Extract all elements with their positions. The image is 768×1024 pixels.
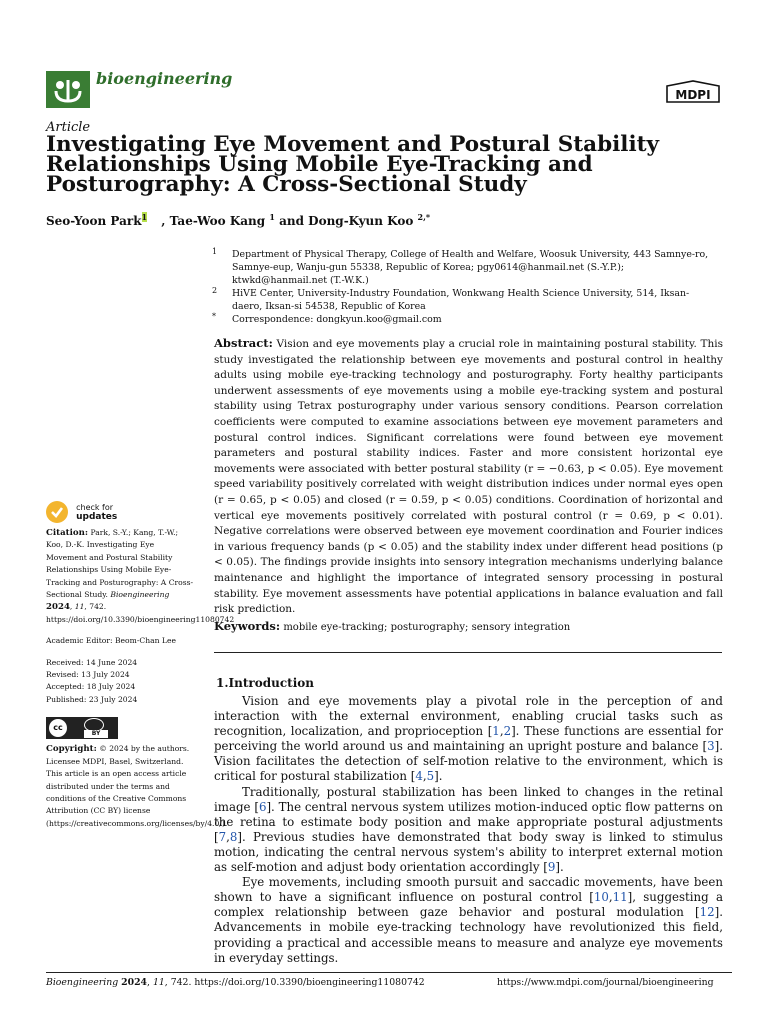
academic-editor: Academic Editor: Beom-Chan Lee: [46, 636, 176, 646]
affiliation-item: 1 Department of Physical Therapy, College of Health and Welfare, Woosuk University, 443 Samnye-ro, Samnye-eup, Wanju-gun 55338, Republic of Korea; pgy0614@hanmail.net (S.-Y.P.); ktwkd@hanmail.net (T.-W.K.): [212, 247, 709, 286]
check-for-updates-button[interactable]: [46, 501, 196, 525]
reference-link[interactable]: 11: [612, 890, 628, 905]
published-date: Published: 23 July 2024: [46, 694, 138, 704]
received-date: Received: 14 June 2024: [46, 657, 138, 667]
citation-doi-link[interactable]: , 742. https://doi.org/10.3390/bioengineering11080742: [46, 602, 235, 624]
author-affil-mark: 1: [269, 212, 275, 222]
reference-link[interactable]: 10: [593, 890, 609, 905]
paragraph: Vision and eye movements play a pivotal role in the perception of and interaction with the external environment, enabling crucial tasks such as recognition, localization, and proprioception [1,2]. These functions are essential for perceiving the world around us and maintaining an upright posture and balance [3]. Vision facilitates the detection of self-motion relative to the environment, which is critical for postural stabilization [4,5].: [214, 694, 723, 784]
section-heading: 1.Introduction: [216, 676, 314, 690]
check-updates-top: check for: [76, 502, 114, 512]
author-affil-mark: 1: [141, 212, 148, 222]
introduction-body: [214, 694, 723, 966]
copyright: Copyright: © 2024 by the authors. Licensee MDPI, Basel, Switzerland. This article is an open access article distributed under the terms and conditions of the Creative Commons Attribution (CC BY) license (https://creativecommons.org/licenses/by/4.0/).: [46, 744, 228, 828]
keywords: [214, 619, 723, 633]
check-updates-bottom: updates: [76, 511, 118, 522]
reference-link[interactable]: 1: [492, 724, 500, 739]
affiliations: [212, 248, 712, 326]
revised-date: Revised: 13 July 2024: [46, 670, 130, 680]
reference-link[interactable]: 8: [229, 829, 238, 844]
abstract-label: Abstract:: [214, 336, 273, 350]
paragraph: Traditionally, postural stabilization has been linked to changes in the retinal image [6]. The central nervous system utilizes motion-induced optic flow patterns on the retina to estimate body position and make appropriate postural adjustments [7,8]. Previous studies have demonstrated that body sway is linked to stimulus motion, indicating the central nervous system's ability to interpret external motion as self-motion and adjust body orientation accordingly [9].: [214, 784, 723, 875]
affiliation-item: 2 HiVE Center, University-Industry Foundation, Wonkwang Health Science University, 514, Iksan-daero, Iksan-si 54538, Republic of Korea: [212, 286, 690, 312]
cc-icon: cc: [49, 719, 67, 737]
correspondence: * Correspondence: dongkyun.koo@gmail.com: [212, 312, 442, 325]
citation: Citation: Park, S.-Y.; Kang, T.-W.; Koo, D.-K. Investigating Eye Movement and Postural Stability Relationships Using Mobile Eye-Tracking and Posturography: A Cross-Sectional Study. Bioengineering 2024, 11, 742. https://doi.org/10.3390/bioengineering11080742: [46, 528, 235, 624]
author-name[interactable]: and Dong-Kyun Koo: [274, 214, 414, 228]
accepted-date: Accepted: 18 July 2024: [46, 682, 136, 692]
footer-doi-link[interactable]: , 742. https://doi.org/10.3390/bioengineering11080742: [164, 977, 425, 988]
author-name[interactable]: , Tae-Woo Kang: [161, 214, 266, 228]
reference-link[interactable]: 7: [218, 829, 227, 844]
reference-link[interactable]: 12: [699, 905, 715, 920]
reference-link[interactable]: 3: [707, 739, 715, 754]
footer-divider: [46, 972, 732, 973]
cc-by-license-icon[interactable]: [46, 717, 118, 739]
mdpi-logo-text: MDPI: [675, 88, 711, 102]
by-label: BY: [84, 730, 108, 738]
journal-name[interactable]: bioengineering: [96, 69, 233, 88]
divider: [214, 652, 722, 653]
abstract: [214, 336, 723, 618]
reference-link[interactable]: 6: [258, 799, 267, 814]
author-list: [46, 212, 430, 228]
reference-link[interactable]: 9: [547, 860, 556, 875]
abstract-text: Vision and eye movements play a crucial role in maintaining postural stability. This study investigated the relationship between eye movements and postural control in healthy adults using mobile eye-tracking technology and posturography. Forty healthy participants underwent assessments of eye movements using a mobile eye-tracking system and postural stability using Tetrax posturography under various sensory conditions. Pearson correlation coefficients were computed to examine associations between eye movement parameters and postural control indices. Significant correlations were found between eye movement parameters and postural stability indices. Faster and more consistent horizontal eye movements were associated with better postural stability (r = −0.63, p < 0.05). Eye movement speed variability positively correlated with weight distribution indices under normal eyes open (r = 0.65, p < 0.05) and closed (r = 0.59, p < 0.05) conditions. Coordination of horizontal and vertical eye movements positively correlated with postural control (r = 0.69, p < 0.01). Negative correlations were observed between eye movement coordination and Fourier indices in various frequency bands (p < 0.05) and the stability index under different head positions (p < 0.05). The findings provide insights into sensory integration mechanisms underlying balance maintenance and highlight the importance of integrated sensory processing in postural stability. Eye movement assessments have potential applications in balance evaluation and fall risk prediction.: [214, 338, 723, 616]
reference-link[interactable]: 4: [415, 769, 423, 784]
mdpi-logo[interactable]: [664, 80, 722, 104]
keywords-text: mobile eye-tracking; posturography; sensory integration: [283, 622, 571, 633]
reference-link[interactable]: 5: [426, 769, 435, 784]
keywords-label: Keywords:: [214, 619, 281, 633]
journal-logo-icon: [46, 71, 90, 108]
article-sidebar: [46, 527, 235, 830]
journal-url-link[interactable]: https://www.mdpi.com/journal/bioengineering: [497, 977, 714, 988]
check-updates-icon: [46, 501, 68, 523]
footer-citation: Bioengineering 2024, 11, 742. https://doi.org/10.3390/bioengineering11080742: [46, 977, 425, 988]
article-title: Investigating Eye Movement and Postural Stability Relationships Using Mobile Eye-Tracking and Posturography: A Cross-Sectional Study: [46, 132, 660, 197]
article-type: Article: [46, 120, 91, 135]
author-affil-mark: 2,*: [417, 212, 431, 222]
reference-link[interactable]: 2: [503, 724, 512, 739]
paragraph: Eye movements, including smooth pursuit and saccadic movements, have been shown to have a significant influence on postural control [10,11], suggesting a complex relationship between gaze behavior and postural modulation [12]. Advancements in mobile eye-tracking technology have revolutionized this field, providing a practical and accessible means to measure and analyze eye movements in everyday settings.: [214, 875, 723, 965]
author-name[interactable]: Seo-Yoon Park: [46, 214, 142, 228]
